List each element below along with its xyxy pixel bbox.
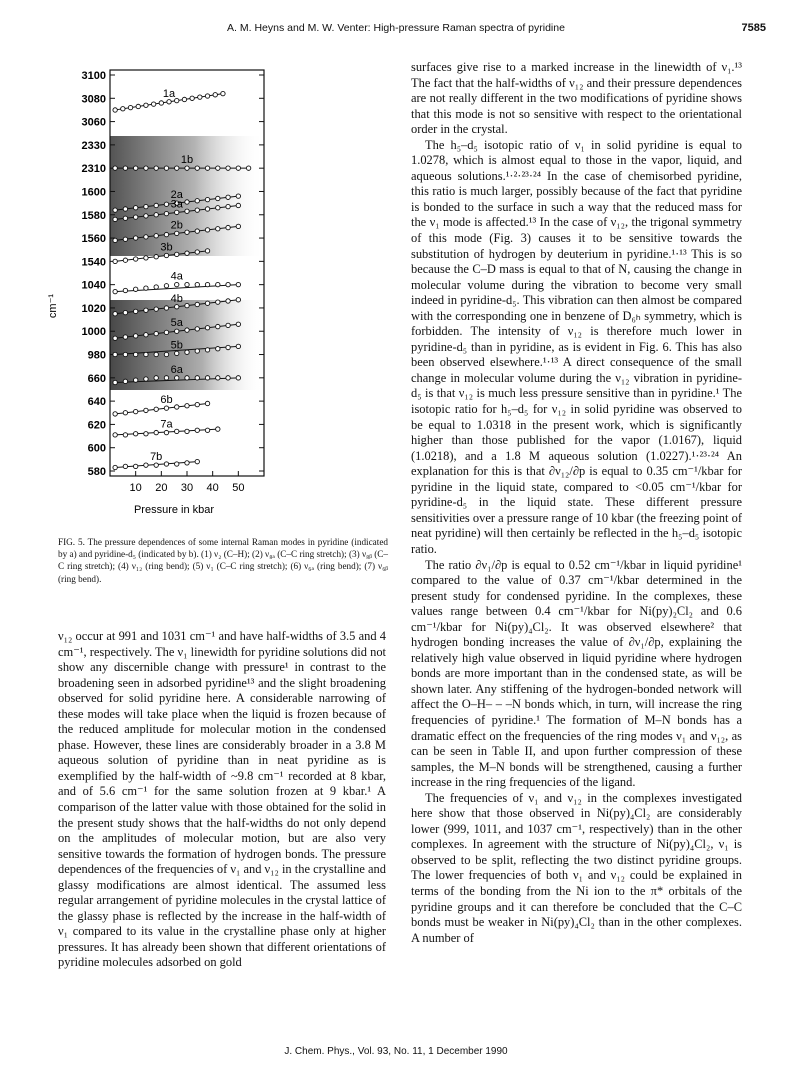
data-point bbox=[133, 166, 137, 170]
data-point bbox=[236, 298, 240, 302]
data-point bbox=[113, 433, 117, 437]
data-point bbox=[185, 166, 189, 170]
data-point bbox=[123, 258, 127, 262]
data-point bbox=[190, 96, 194, 100]
data-point bbox=[133, 378, 137, 382]
data-point bbox=[175, 376, 179, 380]
data-point bbox=[154, 430, 158, 434]
series-label: 7a bbox=[160, 418, 173, 431]
running-title: A. M. Heyns and M. W. Venter: High-pressure Raman spectra of pyridine bbox=[227, 22, 565, 34]
data-point bbox=[175, 98, 179, 102]
data-point bbox=[226, 323, 230, 327]
data-point bbox=[164, 352, 168, 356]
data-point bbox=[113, 289, 117, 293]
data-point bbox=[154, 254, 158, 258]
data-point bbox=[154, 213, 158, 217]
data-point bbox=[226, 299, 230, 303]
data-point bbox=[205, 282, 209, 286]
data-point bbox=[113, 352, 117, 356]
data-point bbox=[185, 230, 189, 234]
journal-citation: J. Chem. Phys., Vol. 93, No. 11, 1 December 1990 bbox=[284, 1046, 508, 1057]
data-point bbox=[144, 256, 148, 260]
data-point bbox=[205, 94, 209, 98]
data-point bbox=[154, 376, 158, 380]
y-tick-label: 1560 bbox=[81, 233, 106, 246]
data-point bbox=[133, 206, 137, 210]
data-point bbox=[205, 428, 209, 432]
series-label: 1a bbox=[162, 87, 176, 100]
data-point bbox=[133, 409, 137, 413]
data-point bbox=[236, 322, 240, 326]
data-point bbox=[144, 432, 148, 436]
y-tick-label: 580 bbox=[87, 466, 106, 478]
data-point bbox=[236, 166, 240, 170]
series-label: 4b bbox=[170, 292, 183, 305]
data-point bbox=[175, 462, 179, 466]
data-point bbox=[195, 166, 199, 170]
data-point bbox=[195, 302, 199, 306]
y-tick-label: 600 bbox=[87, 442, 106, 455]
series-label: 1b bbox=[180, 154, 194, 167]
data-point bbox=[236, 376, 240, 380]
series-label: 3b bbox=[160, 241, 173, 254]
data-point bbox=[164, 253, 168, 257]
data-point bbox=[154, 352, 158, 356]
data-point bbox=[144, 463, 148, 467]
data-point bbox=[167, 100, 171, 104]
y-tick-label: 2330 bbox=[81, 139, 106, 152]
data-point bbox=[154, 203, 158, 207]
data-point bbox=[226, 282, 230, 286]
data-point bbox=[154, 166, 158, 170]
data-point bbox=[198, 95, 202, 99]
data-point bbox=[113, 166, 117, 170]
data-point bbox=[144, 204, 148, 208]
page-number: 7585 bbox=[741, 22, 766, 34]
data-point bbox=[164, 166, 168, 170]
data-point bbox=[185, 303, 189, 307]
data-point bbox=[123, 352, 127, 356]
data-point bbox=[113, 238, 117, 242]
data-point bbox=[133, 287, 137, 291]
y-tick-label: 3100 bbox=[81, 70, 106, 82]
y-tick-label: 1020 bbox=[81, 302, 106, 315]
y-tick-label: 3060 bbox=[81, 116, 106, 129]
data-point bbox=[113, 465, 117, 469]
data-point bbox=[236, 224, 240, 228]
data-point bbox=[144, 352, 148, 356]
paragraph: surfaces give rise to a marked increase in the linewidth of ν₁.¹³ The fact that the half-widths of ν₁₂ and their pressure dependences are not really different in the two modifications of pyridine shows that this mode is not so sensitive with respect to the orientational order in the crystal. bbox=[411, 60, 742, 137]
data-point bbox=[182, 97, 186, 101]
page-header bbox=[0, 22, 792, 38]
series-label: 5a bbox=[170, 317, 183, 330]
data-point bbox=[236, 203, 240, 207]
data-point bbox=[123, 216, 127, 220]
data-point bbox=[133, 236, 137, 240]
data-point bbox=[175, 210, 179, 214]
data-point bbox=[195, 250, 199, 254]
data-point bbox=[175, 252, 179, 256]
data-point bbox=[154, 307, 158, 311]
data-point bbox=[226, 345, 230, 349]
data-point bbox=[144, 286, 148, 290]
paragraph: ν₁₂ occur at 991 and 1031 cm⁻¹ and have half-widths of 3.5 and 4 cm⁻¹, respectively. The ν₁ linewidth for pyridine solutions did not show any discernible change with pressure¹ in contrast to the broadening seen in adsorbed pyridine¹³ and the slight broadening observed for solid pyridine here. A considerable narrowing of these modes will take place when the liquid is frozen because of the reduced amplitude for molecular motion in the condensed phase. However, these lines are considerably broader in a 3.8 M aqueous solution of pyridine than in neat pyridine as is exemplified by the half-width of ~9.8 cm⁻¹ recorded at 8 kbar, and of 5.6 cm⁻¹ for the same solution frozen at 9 kbar.¹ A comparison of the latter value with those obtained for the solid in the present study shows that the half-widths do not only depend on the amplitudes of molecular motion, but are also very sensitive towards the formation of hydrogen bonds. The pressure dependences of the frequencies of ν₁ and ν₁₂ in the crystalline and glassy modifications are almost identical. The assumed less regular arrangement of pyridine molecules in the crystal lattice of the glassy phase is reflected by the increase in the half-width of ν₁ compared to its value in the crystalline phase only at higher pressures. It has already been shown that different orientations of pyridine molecules adsorbed on gold bbox=[58, 629, 386, 970]
data-point bbox=[113, 336, 117, 340]
data-point bbox=[133, 334, 137, 338]
data-point bbox=[216, 196, 220, 200]
data-point bbox=[195, 229, 199, 233]
data-point bbox=[144, 408, 148, 412]
data-point bbox=[113, 412, 117, 416]
y-tick-label: 620 bbox=[87, 419, 106, 432]
x-tick-label: 50 bbox=[232, 482, 245, 494]
data-point bbox=[216, 282, 220, 286]
data-point bbox=[185, 209, 189, 213]
series-4a bbox=[113, 271, 241, 294]
figure-caption: FIG. 5. The pressure dependences of some internal Raman modes in pyridine (indicated by a) and pyridine-d₅ (indicated by b). (1) ν₂ (C–H); (2) ν₈ₐ (C–C ring stretch); (3) ν₈ᵦ (C–C ring stretch); (4) ν₁₂ (ring bend); (5) ν₁ (C–C ring stretch); (6) ν₆ₐ (ring bend); (7) ν₆ᵦ (ring bend). bbox=[58, 537, 388, 584]
figure-5-chart bbox=[44, 56, 284, 526]
series-label: 3a bbox=[170, 198, 183, 211]
data-point bbox=[185, 282, 189, 286]
data-point bbox=[123, 335, 127, 339]
data-point bbox=[205, 401, 209, 405]
data-point bbox=[154, 331, 158, 335]
data-point bbox=[113, 312, 117, 316]
data-point bbox=[159, 101, 163, 105]
data-point bbox=[113, 217, 117, 221]
data-point bbox=[123, 379, 127, 383]
data-point bbox=[123, 310, 127, 314]
data-point bbox=[216, 206, 220, 210]
data-point bbox=[226, 166, 230, 170]
data-point bbox=[213, 93, 217, 97]
left-column bbox=[58, 629, 386, 971]
data-point bbox=[221, 91, 225, 95]
data-point bbox=[121, 107, 125, 111]
paragraph: The ratio ∂ν₁/∂p is equal to 0.52 cm⁻¹/kbar in liquid pyridine¹ compared to the value of 0.37 cm⁻¹/kbar determined in the present study for condensed pyridine. In the complexes, these values range between 0.4 cm⁻¹/kbar for Ni(py)₂Cl₂ and 0.6 cm⁻¹/kbar for Ni(py)₄Cl₂. It was observed elsewhere² that hydrogen bonding increases the value of ∂ν₁/∂p, explaining the relatively high value observed in liquid pyridine where hydrogen bonds are more important than in the condensed state, as will be shown later. Any stiffening of the hydrogen-bonded network will affect the O–H– – –N bonds which, in turn, will increase the ring frequencies of pyridine.¹ The formation of M–N bonds has a dramatic effect on the frequencies of the ring modes ν₁ and ν₁₂, as can be seen in Table II, and upon further compression of these samples, the M–N bonds will be strengthened, causing a further increase in the ring frequencies of the ligand. bbox=[411, 557, 742, 790]
data-point bbox=[164, 284, 168, 288]
series-7b bbox=[113, 451, 200, 470]
data-point bbox=[144, 333, 148, 337]
data-point bbox=[205, 207, 209, 211]
data-point bbox=[113, 380, 117, 384]
data-point bbox=[185, 461, 189, 465]
data-point bbox=[133, 352, 137, 356]
data-point bbox=[246, 166, 250, 170]
data-point bbox=[216, 227, 220, 231]
data-point bbox=[133, 257, 137, 261]
paragraph: The h₅–d₅ isotopic ratio of ν₁ in solid pyridine is equal to 1.0278, which is almost equal to those in the vapor, liquid, and aqueous solutions.¹·²·²³·²⁴ In the case of chemisorbed pyridine, this ratio is much larger, possibly because of the fact that pyridine is bonded to the surface in such a way that the reduced mass for the ν₁ mode is affected.¹³ In the case of ν₁₂, the trigonal symmetry of this mode (Fig. 3) causes it to be sensitive towards the substitution of hydrogen by deuterium in pyridine.¹·¹³ This is so because the C–D mass is equal to that of N, causing the change in molecular volume during the vibration to become very small indeed in pyridine-d₅. This vibration can then almost be compared with the corresponding one in benzene of D₆ₕ symmetry, which is forbidden. The intensity of ν₁₂ is therefore much lower in pyridine-d₅ than in pyridine, as is evident in Fig. 6. This has also been observed elsewhere.¹·¹³ A direct consequence of the small change in molecular volume during the ν₁₂ vibration in pyridine-d₅ is that ν₁₂ is much less pressure sensitive than in pyridine.¹ The isotopic ratio for h₅–d₅ for ν₁₂ in solid pyridine was observed to be equal to 1.0318 in the present work, which is significantly higher than those published for the vapor (1.0167), liquid (1.0218), and a 1.8 M aqueous solution (1.0227).¹·²³·²⁴ An explanation for this is that ∂ν₁₂/∂p is equal to 0.35 cm⁻¹/kbar for pyridine in the liquid state, compared to <0.05 cm⁻¹/kbar for pyridine-d₅ in the liquid state. These different pressure sensitivities over a pressure range of 10 kbar (the freezing point of neat pyridine) will then certainly be reflected in the h₅–d₅ isotopic ratio. bbox=[411, 137, 742, 556]
data-point bbox=[154, 234, 158, 238]
data-point bbox=[123, 166, 127, 170]
data-point bbox=[144, 308, 148, 312]
data-point bbox=[185, 200, 189, 204]
data-point bbox=[195, 459, 199, 463]
y-tick-label: 3080 bbox=[81, 93, 106, 106]
data-point bbox=[175, 166, 179, 170]
data-point bbox=[175, 329, 179, 333]
data-point bbox=[185, 328, 189, 332]
data-point bbox=[154, 285, 158, 289]
data-point bbox=[123, 464, 127, 468]
data-point bbox=[195, 428, 199, 432]
data-point bbox=[195, 402, 199, 406]
data-point bbox=[226, 376, 230, 380]
data-point bbox=[216, 427, 220, 431]
data-point bbox=[123, 288, 127, 292]
data-point bbox=[205, 376, 209, 380]
data-point bbox=[205, 228, 209, 232]
data-point bbox=[195, 199, 199, 203]
data-point bbox=[164, 211, 168, 215]
data-point bbox=[123, 237, 127, 241]
data-point bbox=[123, 207, 127, 211]
y-tick-label: 1580 bbox=[81, 209, 106, 222]
x-axis-label: Pressure in kbar bbox=[133, 504, 215, 516]
data-point bbox=[113, 259, 117, 263]
y-axis-label: cm⁻¹ bbox=[47, 293, 59, 319]
series-label: 5b bbox=[170, 339, 183, 352]
data-point bbox=[144, 103, 148, 107]
data-point bbox=[164, 202, 168, 206]
data-point bbox=[175, 282, 179, 286]
series-7a bbox=[113, 419, 220, 438]
data-point bbox=[151, 102, 155, 106]
data-point bbox=[205, 166, 209, 170]
data-point bbox=[123, 411, 127, 415]
data-point bbox=[144, 166, 148, 170]
data-point bbox=[113, 208, 117, 212]
data-point bbox=[216, 324, 220, 328]
data-point bbox=[136, 104, 140, 108]
series-label: 6a bbox=[170, 363, 183, 376]
data-point bbox=[205, 348, 209, 352]
data-point bbox=[236, 282, 240, 286]
data-point bbox=[185, 404, 189, 408]
y-tick-label: 640 bbox=[87, 396, 106, 409]
data-point bbox=[216, 376, 220, 380]
data-point bbox=[216, 300, 220, 304]
data-point bbox=[164, 330, 168, 334]
data-point bbox=[185, 376, 189, 380]
x-tick-label: 20 bbox=[155, 482, 168, 494]
x-tick-label: 30 bbox=[180, 482, 194, 494]
data-point bbox=[216, 166, 220, 170]
data-point bbox=[205, 249, 209, 253]
data-point bbox=[175, 405, 179, 409]
data-point bbox=[195, 282, 199, 286]
data-point bbox=[226, 225, 230, 229]
data-point bbox=[175, 351, 179, 355]
data-point bbox=[154, 463, 158, 467]
data-point bbox=[185, 251, 189, 255]
x-tick-label: 40 bbox=[206, 482, 219, 494]
series-6b bbox=[113, 394, 210, 416]
data-point bbox=[185, 350, 189, 354]
data-point bbox=[205, 197, 209, 201]
data-point bbox=[164, 306, 168, 310]
data-point bbox=[154, 407, 158, 411]
y-tick-label: 660 bbox=[87, 372, 106, 385]
data-point bbox=[164, 232, 168, 236]
data-point bbox=[133, 432, 137, 436]
data-point bbox=[236, 194, 240, 198]
data-point bbox=[164, 406, 168, 410]
y-tick-label: 980 bbox=[87, 349, 106, 362]
data-point bbox=[164, 462, 168, 466]
y-tick-label: 1600 bbox=[81, 186, 106, 199]
series-1a bbox=[113, 88, 225, 112]
y-tick-label: 1540 bbox=[81, 256, 106, 269]
data-point bbox=[226, 204, 230, 208]
paragraph: The frequencies of ν₁ and ν₁₂ in the complexes investigated here show that those observed in Ni(py)₄Cl₂ are considerably lower (999, 1011, and 1037 cm⁻¹, respectively) than in the other complexes. In agreement with the structure of Ni(py)₄Cl₂, ν₁ is observed to be split, reflecting the two distinct pyridine groups. The lower frequencies of both ν₁ and ν₁₂ could be explained in terms of the bonding from the Ni ion to the π* orbitals of the pyridine groups and it can therefore be concluded that the C–C bonds must be weaker in Ni(py)₄Cl₂ than in the other complexes. A number of bbox=[411, 790, 742, 945]
data-point bbox=[195, 327, 199, 331]
data-point bbox=[133, 215, 137, 219]
data-point bbox=[216, 347, 220, 351]
series-label: 2b bbox=[170, 219, 183, 232]
data-point bbox=[175, 305, 179, 309]
data-point bbox=[128, 105, 132, 109]
data-point bbox=[185, 429, 189, 433]
y-tick-label: 2310 bbox=[81, 163, 106, 176]
data-point bbox=[205, 301, 209, 305]
data-point bbox=[236, 344, 240, 348]
data-point bbox=[195, 349, 199, 353]
data-point bbox=[175, 231, 179, 235]
x-tick-label: 10 bbox=[129, 482, 142, 494]
data-point bbox=[133, 309, 137, 313]
data-point bbox=[164, 376, 168, 380]
y-tick-label: 1040 bbox=[81, 279, 106, 292]
data-point bbox=[144, 377, 148, 381]
right-column bbox=[411, 60, 742, 946]
data-point bbox=[133, 464, 137, 468]
series-label: 6b bbox=[160, 394, 173, 407]
plot-frame bbox=[110, 70, 264, 476]
data-point bbox=[123, 433, 127, 437]
series-label: 2a bbox=[170, 189, 183, 202]
data-point bbox=[144, 235, 148, 239]
data-point bbox=[113, 108, 117, 112]
series-label: 4a bbox=[170, 270, 183, 283]
series-label: 7b bbox=[150, 451, 163, 464]
data-point bbox=[226, 195, 230, 199]
data-point bbox=[164, 430, 168, 434]
data-point bbox=[144, 214, 148, 218]
data-point bbox=[175, 429, 179, 433]
data-point bbox=[195, 376, 199, 380]
y-tick-label: 1000 bbox=[81, 326, 106, 339]
data-point bbox=[195, 208, 199, 212]
data-point bbox=[205, 326, 209, 330]
